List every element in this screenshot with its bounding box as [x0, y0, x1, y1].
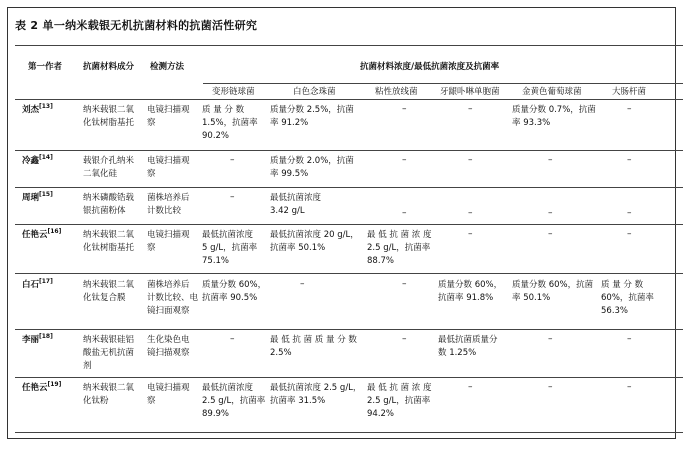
row-divider: [15, 224, 683, 225]
value-cell-b4: [438, 279, 502, 305]
cell-line: 菌株培养后: [147, 193, 190, 203]
cell-line: 质量分数 60%，: [438, 280, 503, 290]
value-cell-b3: [367, 229, 432, 268]
empty-dash: –: [230, 155, 235, 165]
material-cell: [83, 382, 134, 408]
method-cell: [147, 104, 190, 130]
cell-line: 察: [147, 118, 156, 128]
header-group: 抗菌材料浓度/最低抗菌浓度及抗菌率: [360, 62, 500, 72]
header-method: 检测方法: [150, 62, 185, 72]
empty-dash: –: [468, 382, 473, 392]
empty-dash: –: [402, 208, 407, 218]
author-cell: [22, 229, 61, 242]
header-bacteria-2: 白色念珠菌: [293, 87, 336, 97]
empty-dash: –: [627, 229, 632, 239]
cell-line: 化钛粉: [83, 396, 109, 406]
cell-line: 电镜扫描观: [147, 156, 190, 166]
cell-line: 5 g/L，抗菌率: [202, 243, 258, 253]
cell-line: 电镜扫描观: [147, 383, 190, 393]
author-name: 冷鑫: [22, 156, 40, 166]
cell-line: 计数比较、电: [147, 293, 199, 303]
cell-line: 察: [147, 169, 156, 179]
material-cell: [83, 192, 134, 218]
cell-line: 质量分数 2.0%，抗菌: [270, 156, 354, 166]
value-cell-b1: [202, 104, 258, 143]
cell-line: 最低抗菌浓度 20 g/L，: [270, 230, 359, 240]
cell-line: 生化染色电: [147, 335, 190, 345]
cell-line: 质 量 分 数: [202, 105, 245, 115]
cell-line: 二氧化硅: [83, 169, 118, 179]
cell-line: 化钛树脂基托: [83, 243, 135, 253]
cell-line: 最 低 抗 菌 浓 度: [367, 230, 432, 240]
cell-line: 2.5%: [270, 348, 292, 358]
cell-line: 纳米载银二氧: [83, 280, 135, 290]
cell-line: 察: [147, 396, 156, 406]
cell-line: 数 1.25%: [438, 348, 477, 358]
rule-bottom: [15, 432, 683, 433]
author-cell: [22, 334, 53, 347]
cell-line: 89.9%: [202, 409, 230, 419]
cell-line: 镜扫面观察: [147, 306, 190, 316]
cell-line: 化钛复合膜: [83, 293, 126, 303]
cell-line: 率 99.5%: [270, 169, 309, 179]
header-material: 抗菌材料成分: [83, 62, 135, 72]
row-divider: [15, 187, 683, 188]
cell-line: 2.5 g/L，抗菌率: [202, 396, 266, 406]
table-title: 表 2 单一纳米载银无机抗菌材料的抗菌活性研究: [15, 19, 258, 32]
cell-line: 剂: [83, 361, 92, 371]
material-cell: [83, 334, 134, 373]
author-name: 李丽: [22, 335, 40, 345]
empty-dash: –: [402, 334, 407, 344]
cell-line: 载银介孔纳米: [83, 156, 135, 166]
method-cell: [147, 334, 190, 360]
material-cell: [83, 229, 134, 255]
cell-line: 抗菌率 90.5%: [202, 293, 258, 303]
author-name: 刘杰: [22, 105, 40, 115]
cell-line: 质量分数 2.5%，抗菌: [270, 105, 354, 115]
cell-line: 1.5%，抗菌率: [202, 118, 258, 128]
empty-dash: –: [230, 192, 235, 202]
author-cell: [22, 192, 53, 205]
value-cell-b1: [202, 229, 257, 268]
rule-top: [15, 45, 683, 46]
material-cell: [83, 104, 134, 130]
header-bacteria-4: 牙龈卟啉单胞菌: [440, 87, 500, 97]
empty-dash: –: [627, 382, 632, 392]
method-cell: [147, 192, 190, 218]
empty-dash: –: [548, 334, 553, 344]
cell-line: 75.1%: [202, 256, 230, 266]
cell-line: 质 量 分 数: [601, 280, 644, 290]
empty-dash: –: [548, 208, 553, 218]
method-cell: [147, 382, 190, 408]
author-cell: [22, 382, 61, 395]
cell-line: 率 91.2%: [270, 118, 309, 128]
value-cell-b6: [601, 279, 654, 318]
value-cell-b2: [270, 155, 354, 181]
header-author: 第一作者: [28, 62, 63, 72]
cell-line: 镜扫描观察: [147, 348, 190, 358]
cell-line: 56.3%: [601, 306, 629, 316]
cell-line: 抗菌率 50.1%: [270, 243, 326, 253]
row-divider: [15, 377, 683, 378]
cell-line: 抗菌率 31.5%: [270, 396, 326, 406]
reference-number: [14]: [39, 154, 53, 162]
header-bacteria-5: 金黄色葡萄球菌: [522, 87, 582, 97]
cell-line: 率 50.1%: [512, 293, 551, 303]
row-divider: [15, 329, 683, 330]
cell-line: 3.42 g/L: [270, 206, 305, 216]
empty-dash: –: [468, 104, 473, 114]
material-cell: [83, 155, 134, 181]
cell-line: 银抗菌粉体: [83, 206, 126, 216]
reference-number: [15]: [39, 191, 53, 199]
header-bacteria-6: 大肠杆菌: [612, 87, 647, 97]
cell-line: 质量分数 60%，: [202, 280, 267, 290]
cell-line: 质量分数 60%，抗菌: [512, 280, 594, 290]
cell-line: 90.2%: [202, 131, 230, 141]
empty-dash: –: [402, 104, 407, 114]
cell-line: 最 低 抗 菌 质 量 分 数: [270, 335, 357, 345]
header-bacteria-1: 变形链球菌: [212, 87, 255, 97]
author-name: 白石: [22, 280, 40, 290]
method-cell: [147, 279, 198, 318]
cell-line: 最低抗菌浓度: [270, 193, 322, 203]
cell-line: 化钛树脂基托: [83, 118, 135, 128]
empty-dash: –: [468, 229, 473, 239]
author-name: 任艳云: [22, 383, 48, 393]
value-cell-b2: [270, 382, 361, 408]
cell-line: 2.5 g/L，抗菌率: [367, 396, 431, 406]
cell-line: 纳米载银硅铝: [83, 335, 135, 345]
material-cell: [83, 279, 134, 305]
value-cell-b5: [512, 104, 596, 130]
value-cell-b2: [270, 229, 359, 255]
author-cell: [22, 104, 53, 117]
value-cell-b5: [512, 279, 593, 305]
cell-line: 最低抗菌浓度 2.5 g/L，: [270, 383, 362, 393]
value-cell-b2: [270, 104, 354, 130]
empty-dash: –: [627, 208, 632, 218]
cell-line: 电镜扫描观: [147, 230, 190, 240]
cell-line: 计数比较: [147, 206, 182, 216]
empty-dash: –: [627, 104, 632, 114]
cell-line: 最低抗菌浓度: [202, 383, 254, 393]
value-cell-b4: [438, 334, 498, 360]
cell-line: 察: [147, 243, 156, 253]
reference-number: [19]: [47, 381, 62, 389]
method-cell: [147, 229, 190, 255]
cell-line: 最低抗菌浓度: [202, 230, 254, 240]
reference-number: [16]: [47, 228, 62, 236]
empty-dash: –: [548, 382, 553, 392]
rule-group-sub: [203, 83, 683, 84]
reference-number: [18]: [39, 333, 53, 341]
cell-line: 菌株培养后: [147, 280, 190, 290]
cell-line: 电镜扫描观: [147, 105, 190, 115]
cell-line: 94.2%: [367, 409, 395, 419]
value-cell-b1: [202, 382, 265, 421]
value-cell-b3: [367, 382, 432, 421]
row-divider: [15, 150, 683, 151]
author-cell: [22, 279, 53, 292]
cell-line: 60%，抗菌率: [601, 293, 654, 303]
cell-line: 抗菌率 91.8%: [438, 293, 494, 303]
empty-dash: –: [402, 155, 407, 165]
empty-dash: –: [627, 334, 632, 344]
header-bacteria-3: 粘性放线菌: [375, 87, 418, 97]
cell-line: 纳米磷酸锆载: [83, 193, 135, 203]
value-cell-b2: [270, 334, 357, 360]
empty-dash: –: [548, 155, 553, 165]
cell-line: 最 低 抗 菌 浓 度: [367, 383, 432, 393]
author-name: 周琍: [22, 193, 40, 203]
value-cell-b1: [202, 279, 266, 305]
cell-line: 酸盐无机抗菌: [83, 348, 135, 358]
cell-line: 纳米载银二氧: [83, 230, 135, 240]
cell-line: 质量分数 0.7%，抗菌: [512, 105, 596, 115]
cell-line: 88.7%: [367, 256, 395, 266]
rule-header-bottom: [15, 99, 683, 100]
method-cell: [147, 155, 190, 181]
empty-dash: –: [230, 334, 235, 344]
cell-line: 纳米载银二氧: [83, 383, 135, 393]
cell-line: 纳米载银二氧: [83, 105, 135, 115]
empty-dash: –: [548, 229, 553, 239]
empty-dash: –: [300, 279, 305, 289]
empty-dash: –: [468, 208, 473, 218]
reference-number: [17]: [39, 278, 53, 286]
empty-dash: –: [627, 155, 632, 165]
cell-line: 率 93.3%: [512, 118, 551, 128]
cell-line: 2.5 g/L，抗菌率: [367, 243, 431, 253]
empty-dash: –: [402, 279, 407, 289]
author-name: 任艳云: [22, 230, 48, 240]
row-divider: [15, 273, 683, 274]
cell-line: 最低抗菌质量分: [438, 335, 498, 345]
author-cell: [22, 155, 53, 168]
reference-number: [13]: [39, 103, 53, 111]
empty-dash: –: [468, 155, 473, 165]
value-cell-b2: [270, 192, 321, 218]
